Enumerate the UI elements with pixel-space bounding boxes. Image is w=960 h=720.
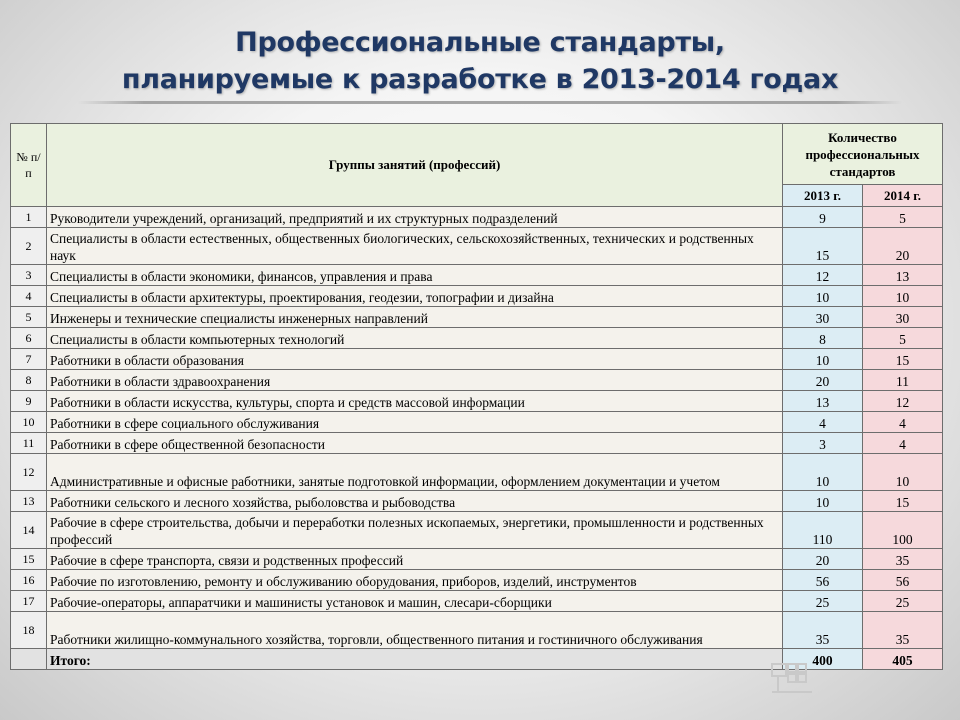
table-row [11,328,943,349]
row-2013: 4 [783,412,863,433]
row-name: Рабочие в сфере транспорта, связи и родственных профессий [47,549,783,570]
row-2013: 20 [783,549,863,570]
row-num: 9 [11,391,47,412]
row-name: Рабочие по изготовлению, ремонту и обслуживанию оборудования, приборов, изделий, инструментов [47,570,783,591]
row-2014: 13 [863,265,943,286]
row-num: 8 [11,370,47,391]
header-2014: 2014 г. [863,185,943,207]
row-2013: 10 [783,454,863,491]
total-num [11,649,47,670]
row-num: 7 [11,349,47,370]
tree-logo-icon [768,660,818,696]
row-name: Рабочие-операторы, аппаратчики и машинисты установок и машин, слесари-сборщики [47,591,783,612]
row-2013: 12 [783,265,863,286]
row-2014: 30 [863,307,943,328]
table-row [11,549,943,570]
row-num: 3 [11,265,47,286]
table-row [11,433,943,454]
row-num: 18 [11,612,47,649]
row-name: Специалисты в области архитектуры, проектирования, геодезии, топографии и дизайна [47,286,783,307]
row-num: 17 [11,591,47,612]
table-row [11,612,943,649]
row-2014: 25 [863,591,943,612]
row-2013: 35 [783,612,863,649]
row-name: Работники в области здравоохранения [47,370,783,391]
row-num: 4 [11,286,47,307]
row-num: 5 [11,307,47,328]
total-label: Итого: [47,649,783,670]
row-2014: 10 [863,454,943,491]
header-group: Группы занятий (профессий) [47,124,783,207]
table-row [11,207,943,228]
row-name: Работники в сфере социального обслуживания [47,412,783,433]
row-name: Работники в области образования [47,349,783,370]
row-2014: 35 [863,612,943,649]
row-num: 16 [11,570,47,591]
row-num: 6 [11,328,47,349]
row-name: Руководители учреждений, организаций, предприятий и их структурных подразделений [47,207,783,228]
row-2014: 56 [863,570,943,591]
row-num: 11 [11,433,47,454]
row-num: 15 [11,549,47,570]
row-2013: 30 [783,307,863,328]
row-num: 1 [11,207,47,228]
row-2014: 5 [863,207,943,228]
row-num: 14 [11,512,47,549]
row-name: Специалисты в области экономики, финансов, управления и права [47,265,783,286]
row-2014: 12 [863,391,943,412]
row-2013: 9 [783,207,863,228]
table-row [11,349,943,370]
table-header-row [11,124,943,185]
row-name: Специалисты в области компьютерных технологий [47,328,783,349]
table-row [11,591,943,612]
row-num: 13 [11,491,47,512]
page-title-line2: планируемые к разработке в 2013-2014 годах [121,64,839,95]
row-name: Административные и офисные работники, занятые подготовкой информации, оформлением документации и учетом [47,454,783,491]
row-name: Работники сельского и лесного хозяйства, рыболовства и рыбоводства [47,491,783,512]
row-2014: 11 [863,370,943,391]
row-2014: 4 [863,433,943,454]
total-2014: 405 [863,649,943,670]
standards-table [10,123,943,670]
row-2014: 4 [863,412,943,433]
row-2013: 10 [783,491,863,512]
row-2013: 15 [783,228,863,265]
table-row [11,286,943,307]
row-name: Инженеры и технические специалисты инженерных направлений [47,307,783,328]
row-2014: 15 [863,349,943,370]
row-name: Работники в области искусства, культуры, спорта и средств массовой информации [47,391,783,412]
total-2013: 400 [783,649,863,670]
row-2013: 20 [783,370,863,391]
table-row [11,412,943,433]
row-num: 10 [11,412,47,433]
table-row [11,265,943,286]
row-2013: 3 [783,433,863,454]
row-2014: 10 [863,286,943,307]
row-name: Рабочие в сфере строительства, добычи и переработки полезных ископаемых, энергетики, промышленности и родственных профессий [47,512,783,549]
row-num: 12 [11,454,47,491]
row-2014: 35 [863,549,943,570]
row-2013: 8 [783,328,863,349]
row-2013: 56 [783,570,863,591]
row-2014: 5 [863,328,943,349]
table-row [11,307,943,328]
row-2013: 10 [783,286,863,307]
row-2013: 110 [783,512,863,549]
title-divider [78,101,902,104]
row-2013: 25 [783,591,863,612]
header-num: № п/п [11,124,47,207]
row-2013: 13 [783,391,863,412]
table-row [11,370,943,391]
row-name: Работники в сфере общественной безопасности [47,433,783,454]
table-row [11,512,943,549]
table-row [11,454,943,491]
row-num: 2 [11,228,47,265]
row-2013: 10 [783,349,863,370]
row-name: Специалисты в области естественных, общественных биологических, сельскохозяйственных, технических и родственных наук [47,228,783,265]
table-row [11,228,943,265]
page-title [0,24,960,98]
row-2014: 15 [863,491,943,512]
table-row [11,570,943,591]
header-count: Количество профессиональных стандартов [783,124,943,185]
table-row [11,391,943,412]
header-2013: 2013 г. [783,185,863,207]
table-row [11,491,943,512]
row-2014: 20 [863,228,943,265]
row-name: Работники жилищно-коммунального хозяйства, торговли, общественного питания и гостиничного обслуживания [47,612,783,649]
row-2014: 100 [863,512,943,549]
page-title-line1: Профессиональные стандарты, [235,27,725,58]
